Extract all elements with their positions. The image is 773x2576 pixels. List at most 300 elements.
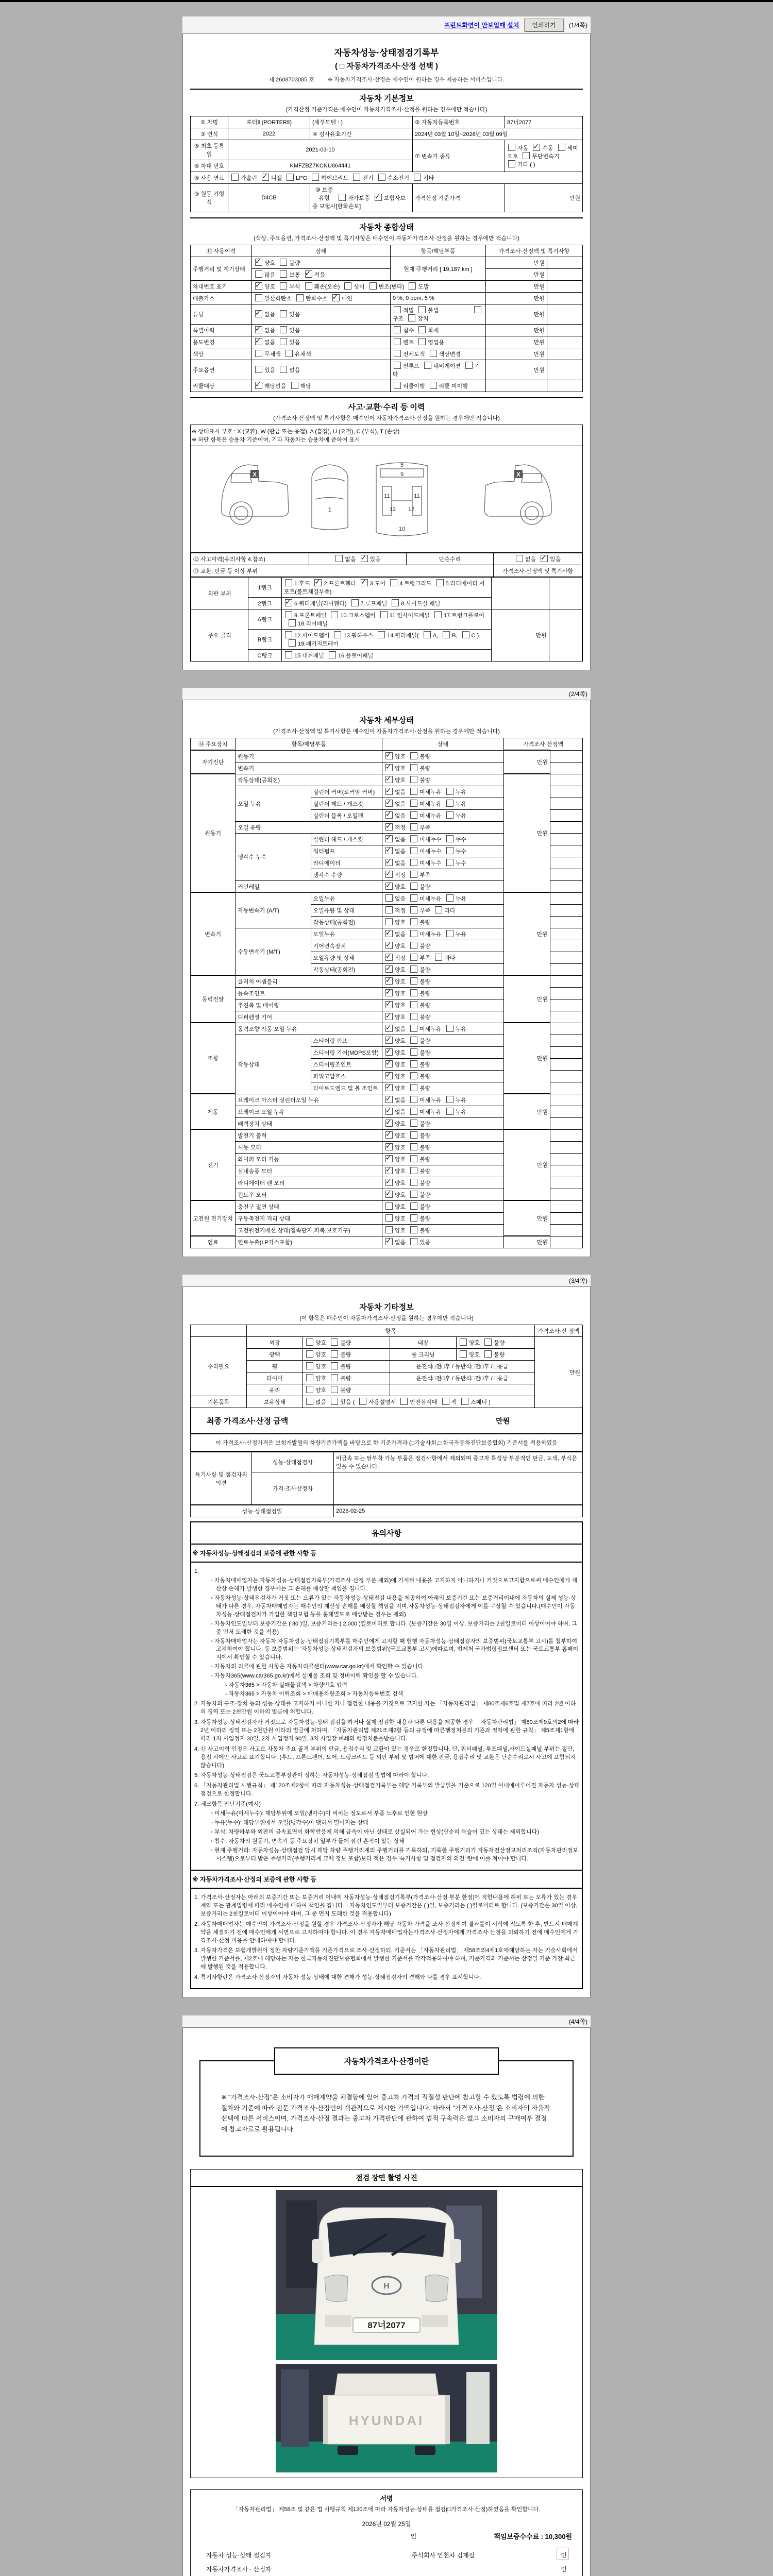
- checkbox-리콜 미이행[interactable]: [430, 382, 437, 389]
- checkbox-7.루프패널[interactable]: [351, 599, 359, 606]
- checkbox-사용설명서[interactable]: [359, 1398, 366, 1405]
- checkbox-17.트렁크플로어[interactable]: [434, 611, 442, 618]
- state-options: [382, 1212, 503, 1224]
- checkbox-누유[interactable]: [446, 811, 453, 819]
- checkbox-하이브리드[interactable]: [312, 174, 319, 181]
- checkbox-양호[interactable]: [385, 883, 393, 890]
- checkbox-있음[interactable]: [410, 1238, 417, 1245]
- option-label: 양호: [394, 1168, 406, 1175]
- option-label: 양호: [315, 1387, 327, 1394]
- checkbox-불량[interactable]: [410, 1037, 417, 1044]
- checkbox-기타[interactable]: [414, 174, 421, 181]
- checkbox-상이[interactable]: [344, 282, 351, 290]
- option-label: 11.인사이드패널: [389, 613, 430, 619]
- doc-number: 제 2608703085 호: [268, 77, 315, 83]
- checkbox-과다[interactable]: [435, 954, 442, 961]
- option-label: 전체도색: [403, 351, 425, 358]
- checkbox-부족[interactable]: [410, 823, 417, 831]
- price-survey-description: ※ "가격조사·산정"은 소비자가 매매계약을 체결함에 있어 중고차 가격의 적절성 판단에 참고할 수 있도록 법령에 의한 절차와 기준에 따라 전문 가격조사·산정인이 객관적으로 제시한 가액입니다. 따라서 "가격조사·산정"은 소비자의 자율적 선택에 따른 서비스이며, 가격조사·산정 결과는 중고차 가격판단에 관하여 법적 구속력은 없고 소비자의 구매여부 결정에 참고자료로 활용됩니다.: [199, 2060, 574, 2157]
- basic-info-title: 자동차 기본정보: [190, 89, 583, 104]
- checkbox-양호[interactable]: [385, 942, 393, 949]
- checkbox-누유[interactable]: [446, 1096, 453, 1103]
- checkbox-없음[interactable]: [385, 811, 393, 819]
- checkbox-12.사이드멤버[interactable]: [285, 631, 292, 638]
- checkbox-양호[interactable]: [306, 1374, 313, 1381]
- note-cell: [550, 975, 583, 987]
- etc-corner: [191, 1325, 247, 1337]
- checkbox-변조(변타)[interactable]: [369, 282, 377, 290]
- accident-note: (가격조사·산정액 및 특기사항은 매수인이 자동차가격조사·산정을 원하는 경우에만 적습니다): [273, 415, 500, 421]
- checkbox-불량[interactable]: [410, 989, 417, 996]
- option-label: 미세누유: [419, 812, 442, 819]
- checkbox-5.라디에이터 서포트(볼트체결부품)[interactable]: [436, 579, 444, 586]
- checkbox-누유[interactable]: [446, 800, 453, 807]
- option-label: 미세누유: [419, 1026, 442, 1032]
- option-label: 양호: [394, 1132, 406, 1139]
- signer-seal: 인: [561, 2565, 567, 2573]
- checkbox-적정[interactable]: [385, 823, 393, 831]
- checkbox-불량[interactable]: [331, 1338, 338, 1346]
- checkbox-불량[interactable]: [410, 1084, 417, 1091]
- checkbox-13.휠하우스[interactable]: [334, 631, 341, 638]
- overall-table: [190, 245, 583, 392]
- checkbox-색상변경[interactable]: [430, 350, 437, 357]
- checkbox-14.필러패널([interactable]: [378, 631, 385, 638]
- option-label: 미세누유: [419, 1097, 442, 1104]
- checkbox-불량[interactable]: [410, 918, 417, 925]
- checkbox-양호[interactable]: [385, 989, 393, 996]
- simple-repair-label: 단순수리: [407, 553, 494, 565]
- checkbox-미세누유[interactable]: [410, 811, 417, 819]
- checkbox-도말[interactable]: [409, 282, 416, 290]
- checkbox-있음[interactable]: [280, 310, 287, 317]
- checkbox-보통[interactable]: [280, 270, 287, 278]
- state-options: [382, 1046, 503, 1058]
- checkbox-무채색[interactable]: [255, 350, 262, 357]
- option-label: 불량: [419, 967, 431, 973]
- item-label: 윈도우 모터: [236, 1189, 382, 1200]
- note-cell: [550, 1189, 583, 1200]
- checkbox-없음[interactable]: [385, 800, 393, 807]
- checkbox-없음[interactable]: [385, 1025, 393, 1032]
- checkbox-4.트렁크리드[interactable]: [390, 579, 397, 586]
- etc-row-state: [303, 1372, 390, 1384]
- checkbox-미세누수[interactable]: [410, 859, 417, 866]
- checkbox-양호[interactable]: [255, 259, 262, 266]
- checkbox-없음[interactable]: [385, 847, 393, 854]
- note-cell: [550, 952, 583, 963]
- checkbox-누유[interactable]: [446, 894, 453, 902]
- checkbox-양호[interactable]: [385, 1131, 393, 1139]
- checkbox-없음[interactable]: [385, 1096, 393, 1103]
- checkbox-양호[interactable]: [385, 1120, 393, 1127]
- checkbox-불량[interactable]: [410, 1120, 417, 1127]
- checkbox-구조[interactable]: [474, 306, 481, 313]
- checkbox-3.도어[interactable]: [361, 579, 368, 586]
- price-cell: 만원: [503, 750, 550, 774]
- option-label: 9.프론트패널: [294, 613, 327, 619]
- checkbox-없음[interactable]: [385, 930, 393, 937]
- color-state: [252, 348, 391, 360]
- checkbox-전기[interactable]: [353, 174, 360, 181]
- checkbox-수소전기[interactable]: [378, 174, 385, 181]
- state-options: [382, 1153, 503, 1165]
- notice-item: 1. 가격조사·산정자는 아래의 보증기간 또는 보증거리 이내에 자동차성능·상태점검기록부(가격조사·산정 부분 한정)에 적힌내용에 허위 또는 오류가 있는 경우 계약 또는 관계법령에 따라 매수인에 대하여 책임을 집니다. · 자동차인도일부터 보증기간은 ( )일, 보증거리는 ( )킬로미터로 합니다. (보증기간은 30일 이상, 보증거리는 2천킬로미터 이상이어야 하며, 그 중 먼저 도래한 것을 적용합니다): [194, 1894, 578, 1917]
- detail-row: [191, 750, 583, 762]
- checkbox-침수[interactable]: [394, 326, 401, 333]
- option-label: 불량: [340, 1376, 351, 1382]
- state-options: [382, 857, 503, 869]
- checkbox-양호[interactable]: [385, 1155, 393, 1162]
- checkbox-양호[interactable]: [385, 1072, 393, 1079]
- checkbox-A,[interactable]: [424, 631, 431, 638]
- checkbox-매연[interactable]: [332, 294, 340, 301]
- checkbox-불량[interactable]: [410, 1155, 417, 1162]
- checkbox-불량[interactable]: [280, 259, 287, 266]
- checkbox-불량[interactable]: [410, 1072, 417, 1079]
- item-label: 고전원전기배선 상태(접속단자,피복,보호기구): [236, 1224, 382, 1236]
- option-label: 16.플로어패널: [338, 653, 374, 659]
- option-label: 부족: [419, 872, 431, 878]
- checkbox-미세누수[interactable]: [410, 835, 417, 842]
- etc-row-label: 광택: [247, 1349, 303, 1361]
- checkbox-불량[interactable]: [410, 965, 417, 973]
- checkbox-불량[interactable]: [410, 1191, 417, 1198]
- checkbox-양호[interactable]: [385, 1037, 393, 1044]
- checkbox-누수[interactable]: [446, 835, 453, 842]
- checkbox-부족[interactable]: [410, 954, 417, 961]
- checkbox-있음[interactable]: [280, 338, 287, 345]
- mileage-state-1: [252, 257, 391, 269]
- note-cell: [550, 1212, 583, 1224]
- note-cell: [550, 1106, 583, 1117]
- checkbox-잭[interactable]: [442, 1398, 449, 1405]
- option-label: 없음: [345, 556, 356, 563]
- checkbox-수동[interactable]: [533, 144, 540, 151]
- checkbox-누유[interactable]: [446, 930, 453, 937]
- checkbox-양호[interactable]: [385, 1084, 393, 1091]
- row-vin-mark: 차대번호 표기: [191, 281, 252, 293]
- checkbox-세미오토[interactable]: [558, 144, 565, 151]
- checkbox-불량[interactable]: [410, 1167, 417, 1174]
- checkbox-양호[interactable]: [385, 965, 393, 973]
- checkbox-안전삼각대[interactable]: [400, 1398, 408, 1405]
- checkbox-적정[interactable]: [385, 954, 393, 961]
- checkbox-불량[interactable]: [331, 1350, 338, 1358]
- print-button[interactable]: 인쇄하기: [524, 19, 563, 31]
- checkbox-적법[interactable]: [394, 306, 401, 313]
- checkbox-양호[interactable]: [306, 1362, 313, 1369]
- checkbox-LPG[interactable]: [287, 174, 294, 181]
- checkbox-누수[interactable]: [446, 859, 453, 866]
- checkbox-양호[interactable]: [385, 1179, 393, 1186]
- checkbox-적정[interactable]: [385, 906, 393, 913]
- detail-row: [191, 1023, 583, 1035]
- checkbox-없음[interactable]: [385, 1238, 393, 1245]
- checkbox-불량[interactable]: [410, 752, 417, 759]
- checkbox-양호[interactable]: [385, 752, 393, 759]
- checkbox-불량[interactable]: [410, 1143, 417, 1150]
- checkbox-보험사보증 보험사[한화손보][interactable]: [375, 194, 382, 201]
- checkbox-양호[interactable]: [460, 1350, 467, 1358]
- checkbox-부족[interactable]: [410, 871, 417, 878]
- checkbox-리콜이행[interactable]: [394, 382, 401, 389]
- state-options: [382, 1070, 503, 1082]
- overall-h-item: 항목/해당부품: [391, 245, 486, 257]
- device-label: 변속기: [191, 892, 236, 975]
- signature-date: 2026년 02월 25일: [362, 2520, 411, 2528]
- option-label: 양호: [264, 260, 276, 266]
- checkbox-양호[interactable]: [385, 1214, 393, 1222]
- checkbox-적음[interactable]: [305, 270, 312, 278]
- checkbox-9.프론트패널[interactable]: [285, 611, 292, 618]
- checkbox-없음[interactable]: [385, 894, 393, 902]
- final-price-label: 최종 가격조사·산정 금액: [207, 1417, 289, 1426]
- checkbox-있음[interactable]: [280, 326, 287, 333]
- checkbox-없음[interactable]: [280, 366, 287, 373]
- checkbox-6.쿼터패널(리어휀다)[interactable]: [285, 599, 292, 606]
- note-cell: [547, 348, 583, 360]
- checkbox-2.프론트휀더[interactable]: [314, 579, 322, 586]
- svg-text:X: X: [516, 471, 521, 478]
- checkbox-양호[interactable]: [385, 1143, 393, 1150]
- checkbox-누수[interactable]: [446, 847, 453, 854]
- checkbox-해당없음[interactable]: [255, 382, 262, 389]
- checkbox-양호[interactable]: [385, 1191, 393, 1198]
- checkbox-유채색[interactable]: [285, 350, 293, 357]
- checkbox-양호[interactable]: [306, 1338, 313, 1346]
- signer-seal: 인: [546, 2551, 567, 2560]
- checkbox-불량[interactable]: [410, 977, 417, 985]
- checkbox-미세누유[interactable]: [410, 894, 417, 902]
- checkbox-불량[interactable]: [410, 764, 417, 771]
- checkbox-양호[interactable]: [460, 1338, 467, 1346]
- inspector-opinion-text: 비금속 또는 탈부착 가능 부품은 점검사항에서 제외되며 중고차 특성상 부분적인 판금, 도색, 부식은 있을 수 있습니다.: [334, 1452, 583, 1472]
- checkbox-없음[interactable]: [516, 555, 523, 562]
- red-seal-stamp: [557, 2548, 569, 2560]
- option-label: 양호: [315, 1352, 327, 1358]
- checkbox-불량[interactable]: [331, 1362, 338, 1369]
- checkbox-미세누유[interactable]: [410, 788, 417, 795]
- checkbox-스패너 )[interactable]: [461, 1398, 468, 1405]
- checkbox-불량[interactable]: [410, 883, 417, 890]
- checkbox-양호[interactable]: [385, 764, 393, 771]
- item-label: 라디에이터: [311, 857, 382, 869]
- checkbox-양호[interactable]: [385, 1048, 393, 1056]
- checkbox-없음[interactable]: [255, 326, 262, 333]
- checkbox-미세누유[interactable]: [410, 800, 417, 807]
- option-label: 하이브리드: [321, 175, 349, 181]
- checkbox-자동[interactable]: [508, 144, 515, 151]
- checkbox-불량[interactable]: [410, 1048, 417, 1056]
- checkbox-누유[interactable]: [446, 1025, 453, 1032]
- checkbox-18.리어패널[interactable]: [289, 619, 296, 626]
- option-label: 부족: [419, 955, 431, 961]
- checkbox-미세누수[interactable]: [410, 847, 417, 854]
- checkbox-없음[interactable]: [385, 859, 393, 866]
- note-cell: [550, 1035, 583, 1046]
- checkbox-11.인사이드패널[interactable]: [380, 611, 388, 618]
- checkbox-10.크로스멤버[interactable]: [331, 611, 338, 618]
- svg-text:11: 11: [384, 493, 390, 499]
- checkbox-양호[interactable]: [385, 1202, 393, 1210]
- inspector-opinion-label: 성능·상태점검자: [252, 1452, 334, 1472]
- checkbox-양호[interactable]: [385, 1167, 393, 1174]
- checkbox-누유[interactable]: [446, 788, 453, 795]
- checkbox-있음[interactable]: [361, 555, 368, 562]
- frame-label: 주요 골격: [191, 609, 248, 662]
- detail-note: (가격조사·산정액 및 특기사항은 매수인이 자동차가격조사·산정을 원하는 경우에만 적습니다): [273, 728, 500, 735]
- checkbox-16.플로어패널[interactable]: [329, 651, 336, 658]
- option-label: 불량: [419, 1227, 431, 1234]
- usage-items: [391, 336, 486, 348]
- exchange-label: ⑬ 교환, 판금 등 이상 부위: [191, 565, 494, 577]
- basic-items-label: 기본품목: [191, 1396, 247, 1408]
- item-label: 실린더 블록 / 오일팬: [311, 809, 382, 821]
- checkbox-B,[interactable]: [443, 631, 450, 638]
- checkbox-불량[interactable]: [410, 776, 417, 783]
- note-cell: [550, 963, 583, 975]
- checkbox-불량[interactable]: [410, 942, 417, 949]
- special-items: [391, 325, 486, 336]
- checkbox-미세누유[interactable]: [410, 930, 417, 937]
- checkbox-없음[interactable]: [385, 1108, 393, 1115]
- checkbox-양호[interactable]: [385, 1226, 393, 1233]
- checkbox-불량[interactable]: [484, 1350, 492, 1358]
- checkbox-썬루프[interactable]: [394, 362, 401, 369]
- checkbox-없음[interactable]: [255, 310, 262, 317]
- checkbox-불량[interactable]: [410, 1013, 417, 1020]
- checkbox-C )[interactable]: [462, 631, 469, 638]
- checkbox-누유[interactable]: [446, 1108, 453, 1115]
- checkbox-디젤[interactable]: [262, 174, 269, 181]
- checkbox-과다[interactable]: [435, 906, 442, 913]
- checkbox-없음[interactable]: [385, 835, 393, 842]
- checkbox-양호[interactable]: [385, 776, 393, 783]
- checkbox-있음 ([interactable]: [331, 1398, 338, 1405]
- checkbox-8.사이드실 패널[interactable]: [392, 599, 399, 606]
- checkbox-장치[interactable]: [408, 314, 415, 321]
- checkbox-양호[interactable]: [306, 1386, 313, 1393]
- checkbox-자가보증[interactable]: [339, 194, 346, 201]
- checkbox-1.후드[interactable]: [285, 579, 292, 586]
- checkbox-없음[interactable]: [385, 788, 393, 795]
- etc-row-wide: [390, 1384, 535, 1396]
- exchange-price-head: 가격조사·산정액 및 특기사항: [494, 565, 582, 577]
- detail-h-device: ⑭ 주요장치: [191, 738, 236, 751]
- price-cell: 만원: [503, 1200, 550, 1236]
- checkbox-양호[interactable]: [385, 977, 393, 985]
- option-label: 있음 (: [340, 1399, 355, 1405]
- checkbox-양호[interactable]: [385, 1001, 393, 1008]
- option-label: 양호: [394, 1049, 406, 1056]
- checkbox-양호[interactable]: [385, 918, 393, 925]
- checkbox-19.패키지트레이[interactable]: [289, 639, 296, 647]
- checkbox-불량[interactable]: [410, 1179, 417, 1186]
- rank1-items: [282, 578, 492, 598]
- checkbox-불량[interactable]: [410, 1001, 417, 1008]
- checkbox-양호[interactable]: [385, 1013, 393, 1020]
- rankA-items: [282, 609, 492, 630]
- state-options: [382, 786, 503, 798]
- checkbox-미세누유[interactable]: [410, 1025, 417, 1032]
- state-options: [382, 1236, 503, 1248]
- state-options: [382, 1035, 503, 1046]
- checkbox-적정[interactable]: [385, 871, 393, 878]
- checkbox-불량[interactable]: [410, 1202, 417, 1210]
- option-label: 있음: [289, 312, 300, 318]
- notice-item: 6. 「자동차관리법 시행규칙」 제120조제2항에 따라 자동차성능·상태점검기록부는 해당 기록부의 발급일을 기준으로 120일 이내에이루어진 자동차 성능·상태점검으로 한정합니다.: [194, 1783, 580, 1798]
- price-cell: 만원: [486, 281, 547, 293]
- checkbox-미세누유[interactable]: [410, 1096, 417, 1103]
- option-label: 없음: [394, 1239, 406, 1246]
- row-options: 주요옵션: [191, 360, 252, 380]
- checkbox-화재[interactable]: [418, 326, 426, 333]
- checkbox-양호[interactable]: [306, 1350, 313, 1358]
- notice-item: 1.: [194, 1568, 199, 1574]
- checkbox-있음[interactable]: [255, 366, 262, 373]
- checkbox-불량[interactable]: [410, 1214, 417, 1222]
- checkbox-불량[interactable]: [331, 1386, 338, 1393]
- checkbox-기타 ( )[interactable]: [508, 160, 515, 167]
- etc-table: [190, 1325, 583, 1408]
- checkbox-양호[interactable]: [255, 282, 262, 290]
- checkbox-탄화수소[interactable]: [296, 294, 304, 301]
- checkbox-불량[interactable]: [410, 1226, 417, 1233]
- checkbox-많음[interactable]: [255, 270, 262, 278]
- install-print-helper-link[interactable]: 프린트화면이 안보일때 설치: [444, 22, 519, 29]
- option-label: 기타: [423, 175, 434, 181]
- rankC-items: [282, 650, 492, 662]
- notice-item: ◦ 자동차매매업자는 자동차 자동차성능·상태점검기록부를 매수인에게 고지할 때 현행 자동차성능·상태점검자의 보증범위(국토교통부 고시)를 첨부하여 고지하여야 합니다. 동 보증범위는 '자동차성능·상태점검자의 보증범위'(국토교통부 고시)에따르며, 법제처 국가법령정보센터 또는 국토교통부 홈페이지에서 확인할 수 있습니다.: [211, 1638, 579, 1661]
- checkbox-불량[interactable]: [331, 1374, 338, 1381]
- checkbox-전체도색[interactable]: [394, 350, 401, 357]
- svg-text:9: 9: [400, 471, 404, 478]
- checkbox-렌트[interactable]: [394, 338, 401, 345]
- checkbox-훼손(오손)[interactable]: [305, 282, 312, 290]
- checkbox-부족[interactable]: [410, 906, 417, 913]
- checkbox-불량[interactable]: [410, 1131, 417, 1139]
- option-label: 누유: [455, 895, 466, 902]
- checkbox-영업용[interactable]: [418, 338, 426, 345]
- checkbox-해당[interactable]: [291, 382, 298, 389]
- checkbox-양호[interactable]: [385, 1060, 393, 1067]
- checkbox-불량[interactable]: [484, 1338, 492, 1346]
- detail-h-state: 상태: [382, 738, 503, 751]
- row-color: 색상: [191, 348, 252, 360]
- checkbox-없음[interactable]: [335, 555, 343, 562]
- notice-item: 4. 특기사항란은 가격조사·산정자의 자동차 성능·상태에 대한 견해가 성능·상태점검자의 견해와 다를 경우 표시합니다.: [194, 1974, 481, 1981]
- notice-item: ◦ 자동차매매업자는 자동차성능·상태점검기록부(가격조사·산정 부분 제외)에 기재된 내용을 고지하지 아니하거나 거짓으로고지함으로써 매수인에게 재산상 손해가 발생한 경우에는 그 손해를 배상할 책임을 집니다.: [211, 1577, 577, 1592]
- option-label: 17.트렁크플로어: [444, 613, 485, 619]
- checkbox-무단변속기[interactable]: [523, 152, 530, 159]
- checkbox-불법[interactable]: [418, 306, 426, 313]
- checkbox-일산화탄소[interactable]: [255, 294, 262, 301]
- checkbox-없음[interactable]: [306, 1398, 313, 1405]
- seal-placeholder: 인: [410, 2532, 417, 2540]
- checkbox-없음[interactable]: [255, 338, 262, 345]
- appraiser-opinion-text: [334, 1472, 583, 1505]
- checkbox-기타[interactable]: [465, 362, 473, 369]
- checkbox-부식[interactable]: [280, 282, 287, 290]
- checkbox-불량[interactable]: [410, 1060, 417, 1067]
- checkbox-네비게이션[interactable]: [424, 362, 431, 369]
- checkbox-있음[interactable]: [541, 555, 548, 562]
- checkbox-15.대쉬패널[interactable]: [285, 651, 292, 658]
- checkbox-가솔린[interactable]: [231, 174, 239, 181]
- checkbox-미세누유[interactable]: [410, 1108, 417, 1115]
- note-cell: [550, 880, 583, 892]
